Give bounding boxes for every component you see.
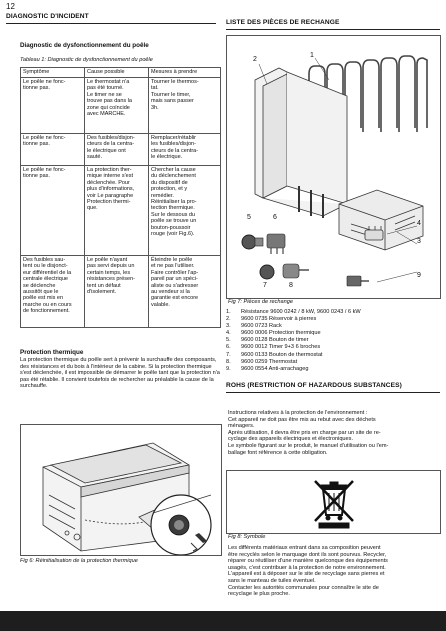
section-title-rohs: ROHS (RESTRICTION OF HAZARDOUS SUBSTANCES) (226, 382, 402, 389)
thermostat-knob-part (260, 265, 274, 279)
crossed-bin-icon (227, 471, 440, 533)
table-row (21, 134, 221, 166)
spare-parts-illustration (227, 36, 440, 298)
zoom-circle (151, 495, 211, 555)
table-cell: Le poêle ne fonc- tionne pas. (21, 166, 85, 256)
column-header: Cause possible (85, 68, 149, 78)
rohs-body: Instructions relatives à la protection de l'environnement : Cet appareil ne doit pas être mis au rebut avec des déchets ménagers. Après utilisation, il devra être pris en charge par un site de re- cyclage des appareils électriques et électroniques. Le symbole figurant sur le produit, le manuel d'utilisation ou l'em- ballage font référence à cette obligation. (228, 410, 389, 456)
table-cell: Des fusibles sau- tent ou le disjonct- eur différentiel de la centrale électrique se déclenche aussitôt que le poêle est mis en marche ou en cours de fonctionnement. (21, 256, 85, 328)
figure-6-box (20, 424, 222, 556)
stone-container (255, 68, 347, 218)
table-cell: Éteindre le poêle et ne pas l'utiliser. Faire contrôler l'ap- pareil par un spéci- aliste ou s'adresser au vendeur si la garantie est encore valable. (149, 256, 221, 328)
parts-list (226, 309, 361, 373)
list-item: 2. 9600 0735 Réservoir à pierres (226, 316, 317, 323)
thermal-protection-heading: Protection thermique (20, 349, 84, 356)
table-cell: Tourner le thermos- tat. Tourner le timer, mais sans passer 3h. (149, 78, 221, 134)
recycling-body: Les différents matériaux entrant dans sa composition peuvent être recyclés selon le marquage dont ils sont pourvus. Recycler, réparer ou réutiliser d'une manière quelconque des équipements usagés, c'est contribuer à la protection de notre environnement. L'appareil est à déposer sur le site de recyclage sans pierres et sans le manteau de tuiles éventuel. Contacter les autorités communales pour connaître le site de recyclage le plus proche. (228, 545, 388, 598)
figure-8-caption: Fig 8: Symbole (228, 534, 266, 540)
table-row (21, 78, 221, 134)
rack (339, 190, 423, 250)
list-item: 8. 9600 0259 Thermostat (226, 358, 298, 365)
table-cell: Le poêle ne fonc- tionne pas. (21, 78, 85, 134)
list-item: 7. 9600 0133 Bouton de thermostat (226, 351, 323, 358)
list-item: 5. 9600 0128 Bouton de timer (226, 337, 309, 344)
heading-rule (226, 29, 440, 30)
timer-part (267, 234, 285, 254)
part-label-8: 8 (289, 282, 293, 289)
figure-7-caption: Fig 7: Pièces de rechange (228, 299, 293, 305)
part-label-6: 6 (273, 214, 277, 221)
thermal-protection-body: La protection thermique du poêle sert à prévenir la surchauffe des composants, des résistances et du bois à l'intérieur de la cabine. Si la protection thermique s'est déclenchée, il est impossible de démarrer le poêle tant que la protection n'a pas été rétablie. Il convient toutefois de rechercher au préalable la cause de la surchauffe. (20, 357, 220, 390)
heading-rule (226, 392, 440, 393)
stove-reset-illustration (21, 425, 221, 555)
table-cell: Le thermostat n'a pas été tourné. Le timer ne se trouve pas dans la zone qui coïncide avec MARCHE. (85, 78, 149, 134)
list-item: 3. 9600 0723 Rack (226, 323, 282, 330)
table-row (21, 256, 221, 328)
column-header: Symptôme (21, 68, 85, 78)
strain-relief-part (347, 276, 369, 286)
section-title-spare-parts: LISTE DES PIÈCES DE RECHANGE (226, 19, 340, 26)
figure-7-box (226, 35, 441, 299)
part-label-2: 2 (253, 56, 257, 63)
list-item: 1. Résistance 9600 0242 / 8 kW, 9600 0243 / 6 kW (226, 309, 361, 315)
heading-rule (6, 23, 216, 24)
table-cell: La protection ther- mique interne s'est déclenchée. Pour plus d'informations, voir Le paragraphe Protection thermi- que. (85, 166, 149, 256)
table-cell: Remplacer/rétablir les fusibles/disjon- cteurs de la centra- le électrique. (149, 134, 221, 166)
table-cell: Chercher la cause du déclenchement du dispositif de protection, et y remédier. Réinitialiser la pro- tection thermique. Sur le dessous du poêle se trouve un bouton-poussoir rouge (voir Fig.6). (149, 166, 221, 256)
part-label-7: 7 (263, 282, 267, 289)
figure-8-box (226, 470, 441, 534)
table-caption: Tableau 1: Diagnostic de dysfonctionnement du poêle (20, 57, 153, 63)
part-label-3: 3 (417, 238, 421, 245)
list-item: 9. 9600 0554 Anti-arrachageg (226, 365, 309, 372)
table-header-row (21, 68, 221, 78)
footer-bar (0, 611, 446, 631)
table-row (21, 166, 221, 256)
part-label-5: 5 (247, 214, 251, 221)
figure-6-caption: Fig 6: Réinitialisation de la protection thermique (20, 558, 138, 564)
diagnostic-subheading: Diagnostic de dysfonctionnement du poêle (20, 42, 149, 49)
list-item: 4. 9600 0006 Protection thermique (226, 330, 321, 337)
table-cell: Le poêle ne fonc- tionne pas. (21, 134, 85, 166)
timer-knob-part (242, 235, 263, 249)
page-number: 12 (6, 2, 15, 11)
thermostat-part (283, 264, 309, 278)
table-cell: Des fusibles/disjon- cteurs de la centra- le électrique ont sauté. (85, 134, 149, 166)
section-title-diagnostic: DIAGNOSTIC D'INCIDENT (6, 13, 89, 20)
list-item: 6. 9600 0012 Timer 9+3 6 broches (226, 344, 321, 351)
part-label-4: 4 (417, 220, 421, 227)
part-label-9: 9 (417, 272, 421, 279)
part-label-1: 1 (310, 52, 314, 59)
column-header: Mesures à prendre (149, 68, 221, 78)
diagnostic-table (20, 67, 221, 328)
table-cell: Le poêle n'ayant pas servi depuis un certain temps, les résistances présen- tent un défaut d'isolement. (85, 256, 149, 328)
